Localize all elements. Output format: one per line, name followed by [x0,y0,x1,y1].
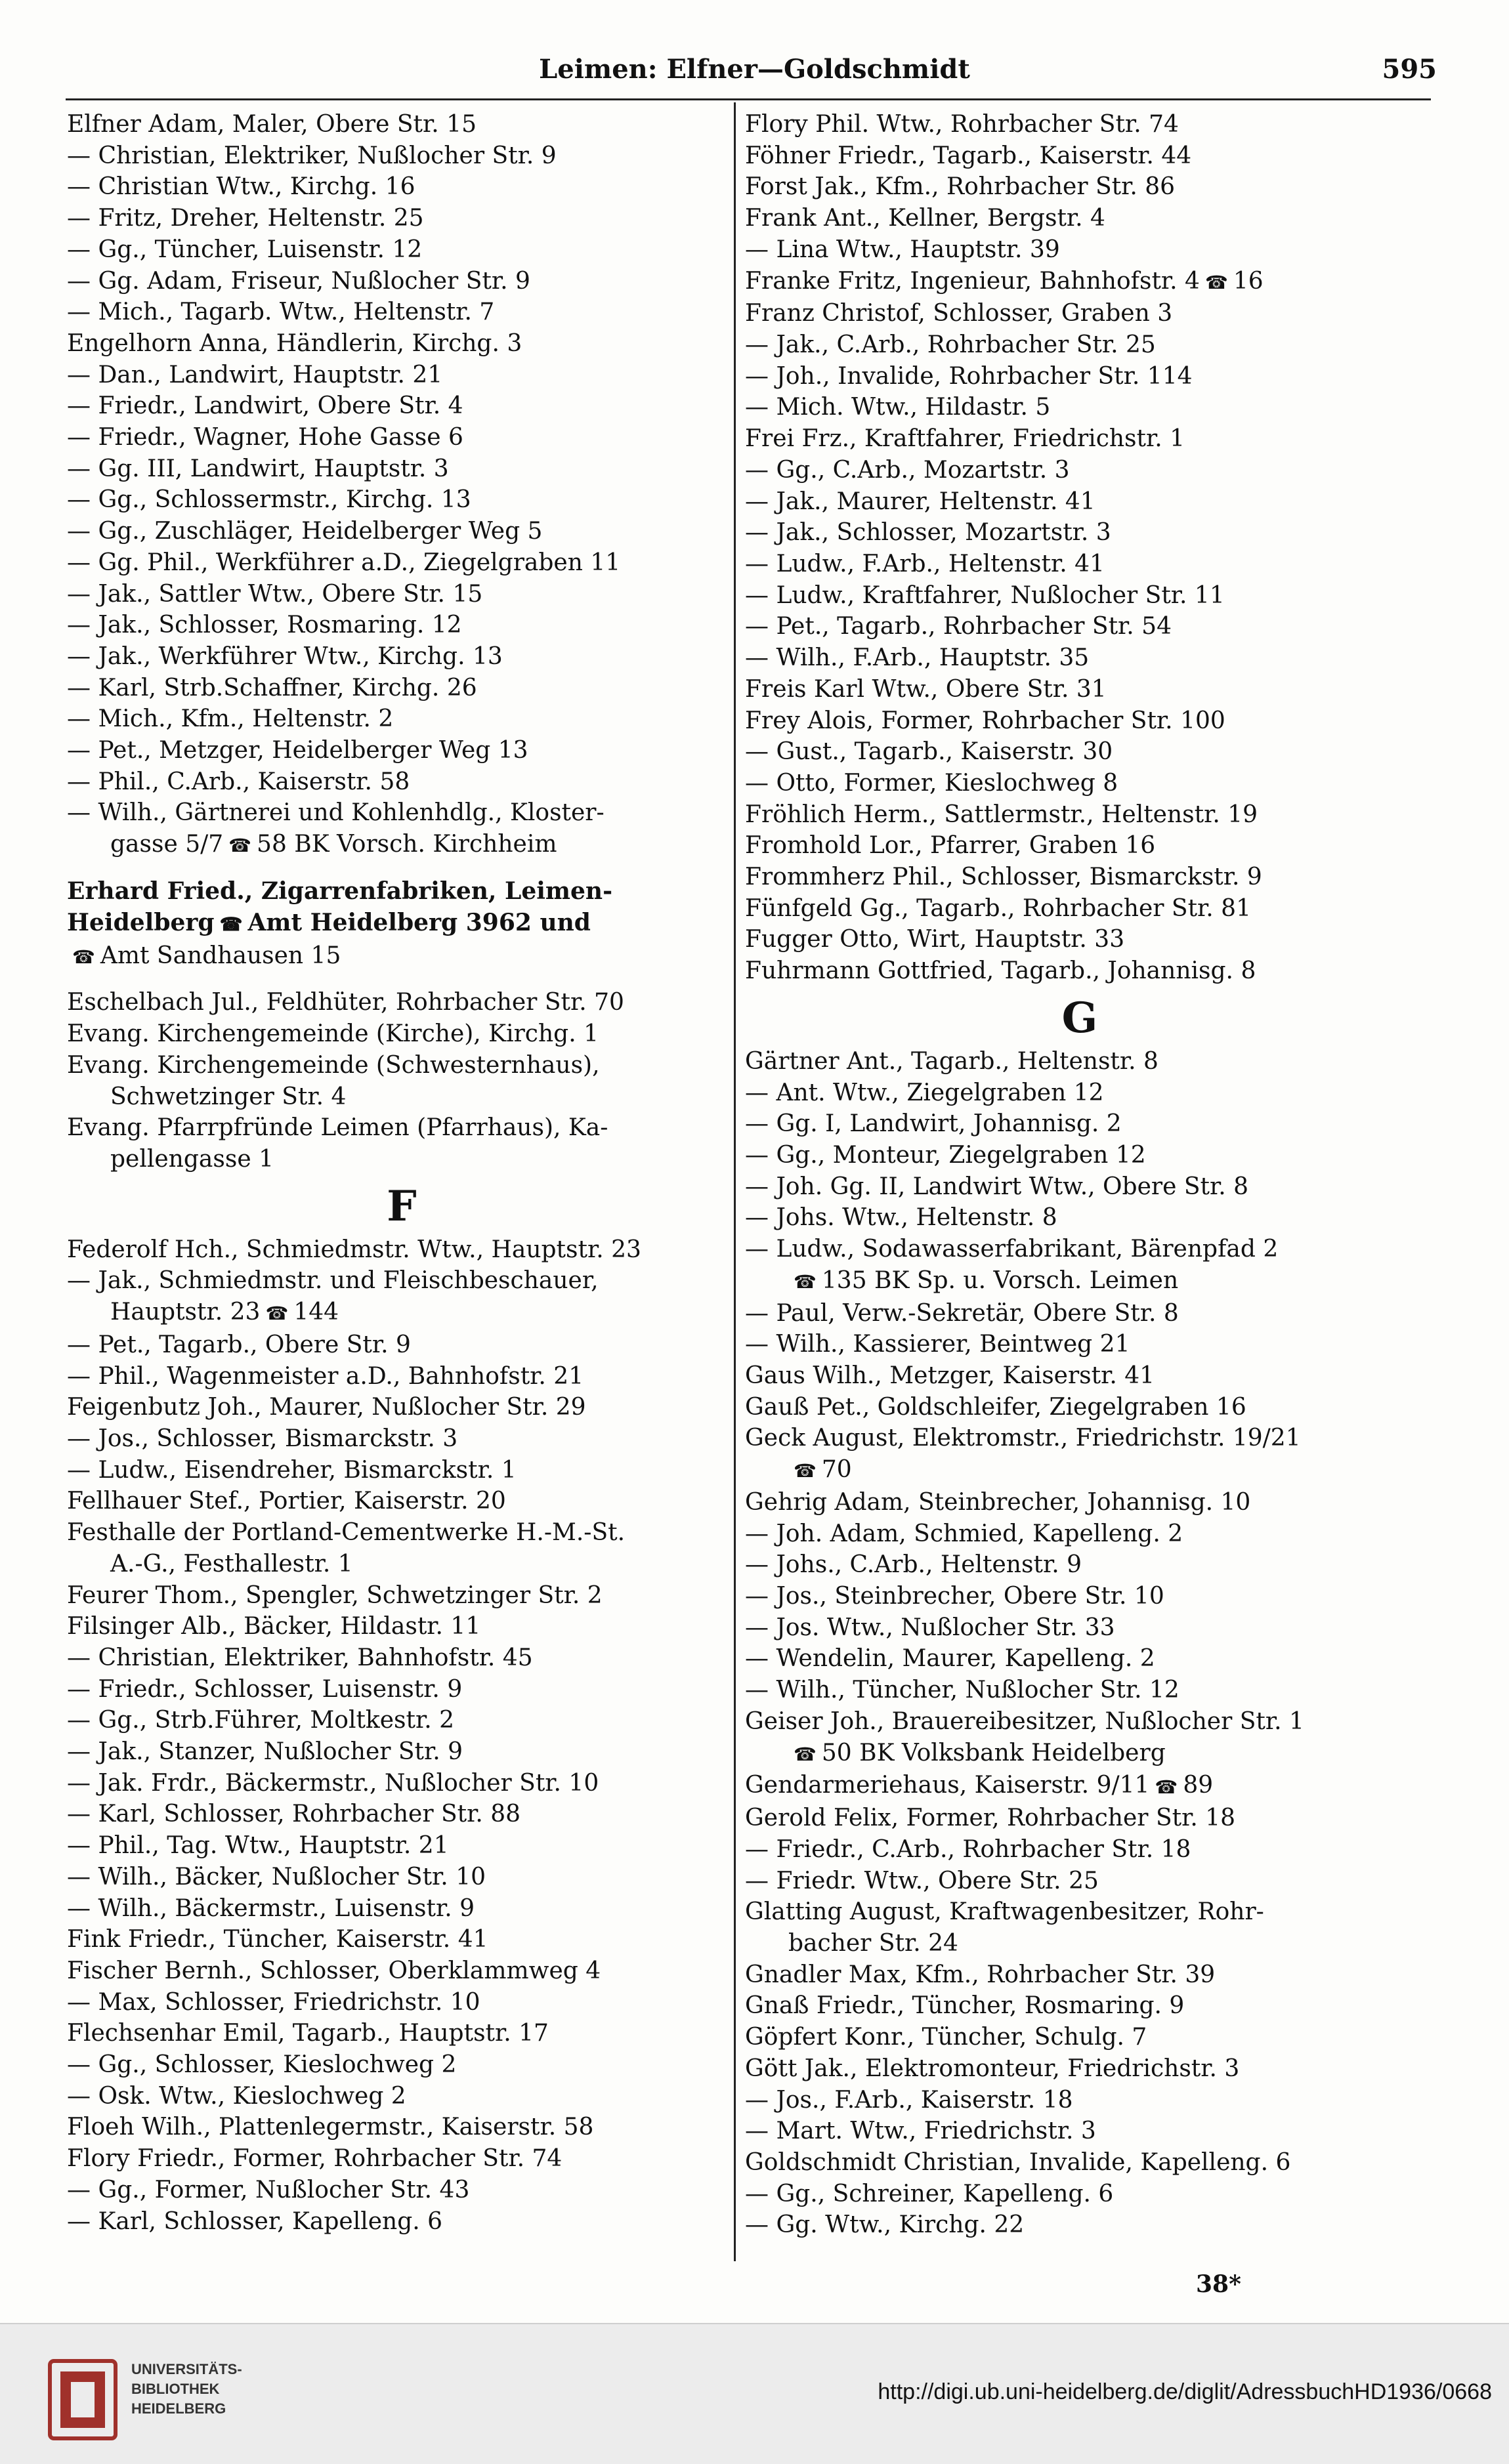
directory-entry: — Jak., Werkführer Wtw., Kirchg. 13 [67,642,503,670]
directory-entry: — Wilh., Kassierer, Beintweg 21 [745,1331,1130,1358]
directory-entry: Gärtner Ant., Tagarb., Heltenstr. 8 [745,1047,1158,1075]
directory-entry: Fischer Bernh., Schlosser, Oberklammweg 4 [67,1957,601,1984]
directory-entry: Forst Jak., Kfm., Rohrbacher Str. 86 [745,173,1176,201]
viewer-footer [0,2323,1509,2464]
directory-entry: Gendarmeriehaus, Kaiserstr. 9/11 ☎ 89 [745,1770,1414,1803]
directory-entry: Gnadler Max, Kfm., Rohrbacher Str. 39 [745,1961,1216,1988]
directory-entry: — Pet., Tagarb., Rohrbacher Str. 54 [745,613,1172,640]
directory-entry: Franke Fritz, Ingenieur, Bahnhofstr. 4 ☎ 16 [745,266,1414,299]
directory-entry: — Gg., Schreiner, Kapelleng. 6 [745,2180,1114,2207]
phone-icon: ☎ [1204,271,1228,293]
directory-entry: — Gg., Monteur, Ziegelgraben 12 [745,1141,1146,1169]
directory-entry: Fröhlich Herm., Sattlermstr., Heltenstr. 19 [745,801,1258,828]
directory-entry: — Christian, Elektriker, Nußlocher Str. 9 [67,142,557,169]
directory-entry: — Friedr. Wtw., Obere Str. 25 [745,1867,1099,1894]
entry-group [745,1803,1414,1928]
directory-entry: — Gg., Tüncher, Luisenstr. 12 [67,236,423,263]
directory-entry: — Phil., C.Arb., Kaiserstr. 58 [67,768,410,795]
entry-continuation: ☎ 70 [745,1454,1414,1487]
directory-entry: — Joh. Adam, Schmied, Kapelleng. 2 [745,1520,1183,1547]
directory-entry: — Mich. Wtw., Hildastr. 5 [745,394,1051,421]
directory-entry: — Ludw., F.Arb., Heltenstr. 41 [745,550,1105,577]
directory-entry: — Gg., Schlossermstr., Kirchg. 13 [67,486,471,514]
directory-entry: Evang. Kirchengemeinde (Schwesternhaus), [67,1051,600,1079]
phone-icon: ☎ [219,913,243,935]
entry-continuation: A.-G., Festhallestr. 1 [110,1550,353,1577]
phone-icon: ☎ [794,1270,817,1293]
directory-entry: Floeh Wilh., Plattenlegermstr., Kaiserstr. 58 [67,2114,594,2141]
section-heading-g: G [1061,993,1098,1043]
directory-entry: Flory Friedr., Former, Rohrbacher Str. 74 [67,2145,563,2173]
directory-entry: Franz Christof, Schlosser, Graben 3 [745,300,1173,327]
directory-entry: — Jak., Schmiedmstr. und Fleischbeschauer, [67,1267,599,1295]
firm-entry: ☎ Amt Sandhausen 15 [67,940,736,973]
directory-entry: — Jak., C.Arb., Rohrbacher Str. 25 [745,331,1156,359]
directory-entry: Gaus Wilh., Metzger, Kaiserstr. 41 [745,1362,1155,1389]
entry-continuation: ☎ 135 BK Sp. u. Vorsch. Leimen [745,1265,1414,1298]
directory-entry: — Gg. Phil., Werkführer a.D., Ziegelgraben 11 [67,549,621,576]
directory-entry: — Ludw., Kraftfahrer, Nußlocher Str. 11 [745,581,1225,609]
directory-entry: Frei Frz., Kraftfahrer, Friedrichstr. 1 [745,425,1185,453]
directory-entry: — Gg. I, Landwirt, Johannisg. 2 [745,1110,1122,1138]
page-header [66,51,1443,91]
page-number: 595 [1382,54,1437,85]
directory-entry: — Jos., F.Arb., Kaiserstr. 18 [745,2086,1073,2114]
phone-icon: ☎ [265,1303,289,1325]
directory-entry: — Pet., Metzger, Heidelberger Weg 13 [67,737,528,764]
directory-entry: Flory Phil. Wtw., Rohrbacher Str. 74 [745,111,1179,138]
source-url-link[interactable]: http://digi.ub.uni-heidelberg.de/diglit/AdressbuchHD1936/0668 [878,2379,1492,2404]
directory-entry: Goldschmidt Christian, Invalide, Kapelleng. 6 [745,2149,1291,2176]
directory-entry: — Mich., Tagarb. Wtw., Heltenstr. 7 [67,299,495,326]
directory-entry: Göpfert Konr., Tüncher, Schulg. 7 [745,2024,1147,2051]
directory-entry: Fink Friedr., Tüncher, Kaiserstr. 41 [67,1926,488,1953]
entry-group [745,1046,1414,1265]
directory-entry: — Fritz, Dreher, Heltenstr. 25 [67,205,424,232]
directory-entry: — Friedr., Schlosser, Luisenstr. 9 [67,1675,463,1703]
entry-group [745,109,1414,266]
left-column [67,109,736,2237]
directory-entry: — Friedr., Landwirt, Obere Str. 4 [67,392,463,420]
directory-entry: Festhalle der Portland-Cementwerke H.-M.-St. [67,1519,626,1547]
entry-group [67,109,736,829]
directory-entry: Feurer Thom., Spengler, Schwetzinger Str. 2 [67,1581,603,1609]
directory-entry: — Karl, Strb.Schaffner, Kirchg. 26 [67,674,477,701]
directory-entry: Flechsenhar Emil, Tagarb., Hauptstr. 17 [67,2020,549,2047]
directory-entry: — Max, Schlosser, Friedrichstr. 10 [67,1988,480,2016]
directory-entry: — Wilh., Tüncher, Nußlocher Str. 12 [745,1677,1180,1704]
directory-entry: — Jos., Steinbrecher, Obere Str. 10 [745,1583,1164,1610]
directory-entry: — Gg., C.Arb., Mozartstr. 3 [745,456,1070,484]
directory-entry: Fellhauer Stef., Portier, Kaiserstr. 20 [67,1488,506,1515]
directory-entry: Frank Ant., Kellner, Bergstr. 4 [745,205,1105,232]
directory-entry: — Otto, Former, Kieslochweg 8 [745,769,1118,797]
directory-entry: — Gg., Schlosser, Kieslochweg 2 [67,2051,457,2079]
entry-continuation: gasse 5/7 ☎ 58 BK Vorsch. Kirchheim [67,829,736,862]
directory-entry: Frommherz Phil., Schlosser, Bismarckstr. 9 [745,864,1262,891]
entry-continuation: ☎ 50 BK Volksbank Heidelberg [745,1738,1414,1770]
phone-icon: ☎ [1155,1776,1178,1798]
header-rule [66,98,1431,100]
directory-entry: Eschelbach Jul., Feldhüter, Rohrbacher Str. 70 [67,989,624,1016]
directory-entry: — Osk. Wtw., Kieslochweg 2 [67,2082,406,2110]
directory-entry: — Gg. Wtw., Kirchg. 22 [745,2211,1025,2239]
directory-entry: — Karl, Schlosser, Kapelleng. 6 [67,2207,443,2235]
directory-entry: Gerold Felix, Former, Rohrbacher Str. 18 [745,1805,1236,1832]
directory-entry: — Jak., Maurer, Heltenstr. 41 [745,488,1095,515]
directory-entry: Fünfgeld Gg., Tagarb., Rohrbacher Str. 81 [745,894,1251,922]
directory-entry: — Wendelin, Maurer, Kapelleng. 2 [745,1645,1155,1673]
directory-entry: Fuhrmann Gottfried, Tagarb., Johannisg. 8 [745,957,1256,985]
entry-group [67,1580,736,2238]
directory-entry: Filsinger Alb., Bäcker, Hildastr. 11 [67,1613,481,1640]
directory-entry: Gött Jak., Elektromonteur, Friedrichstr. 3 [745,2055,1240,2082]
directory-entry: — Gg., Zuschläger, Heidelberger Weg 5 [67,518,543,545]
directory-entry: Fromhold Lor., Pfarrer, Graben 16 [745,832,1156,860]
directory-entry: — Wilh., F.Arb., Hauptstr. 35 [745,644,1090,672]
directory-entry: Fugger Otto, Wirt, Hauptstr. 33 [745,926,1125,953]
directory-entry: Gauß Pet., Goldschleifer, Ziegelgraben 16 [745,1393,1246,1421]
directory-entry: — Johs. Wtw., Heltenstr. 8 [745,1204,1057,1232]
directory-entry: — Karl, Schlosser, Rohrbacher Str. 88 [67,1801,521,1828]
directory-entry: Geiser Joh., Brauereibesitzer, Nußlocher Str. 1 [745,1707,1304,1735]
directory-entry: — Ant. Wtw., Ziegelgraben 12 [745,1079,1104,1106]
directory-entry: Gehrig Adam, Steinbrecher, Johannisg. 10 [745,1488,1251,1516]
entry-group [67,1329,736,1549]
entry-group [67,987,736,1081]
directory-entry: Geck August, Elektromstr., Friedrichstr. 19/21 [745,1425,1301,1452]
directory-entry: — Wilh., Bäcker, Nußlocher Str. 10 [67,1863,486,1890]
library-name: UNIVERSITÄTS- BIBLIOTHEK HEIDELBERG [131,2361,242,2417]
directory-entry: — Paul, Verw.-Sekretär, Obere Str. 8 [745,1299,1179,1327]
directory-entry: — Gg., Former, Nußlocher Str. 43 [67,2176,470,2203]
directory-entry: Glatting August, Kraftwagenbesitzer, Rohr- [745,1898,1264,1926]
directory-entry: — Dan., Landwirt, Hauptstr. 21 [67,361,443,388]
directory-entry: — Joh. Gg. II, Landwirt Wtw., Obere Str. 8 [745,1173,1249,1200]
directory-entry: — Phil., Tag. Wtw., Hauptstr. 21 [67,1832,449,1860]
directory-entry: Freis Karl Wtw., Obere Str. 31 [745,675,1107,703]
directory-entry: — Gg., Strb.Führer, Moltkestr. 2 [67,1707,455,1734]
directory-entry: — Johs., C.Arb., Heltenstr. 9 [745,1551,1082,1579]
firm-entry: Heidelberg ☎ Amt Heidelberg 3962 und [67,908,736,940]
directory-entry: Elfner Adam, Maler, Obere Str. 15 [67,111,477,138]
right-column [745,109,1414,2241]
firm-entry: Erhard Fried., Zigarrenfabriken, Leimen- [67,877,613,906]
directory-entry: — Mart. Wtw., Friedrichstr. 3 [745,2118,1096,2145]
directory-entry: — Pet., Tagarb., Obere Str. 9 [67,1331,411,1358]
directory-entry: — Ludw., Eisendreher, Bismarckstr. 1 [67,1456,517,1484]
directory-entry: — Jak., Schlosser, Rosmaring. 12 [67,612,462,639]
directory-entry: — Phil., Wagenmeister a.D., Bahnhofstr. 21 [67,1362,584,1390]
directory-entry: — Christian Wtw., Kirchg. 16 [67,173,415,201]
directory-entry: — Gust., Tagarb., Kaiserstr. 30 [745,738,1113,766]
directory-entry: Gnaß Friedr., Tüncher, Rosmaring. 9 [745,1992,1185,2020]
directory-entry: — Jak., Sattler Wtw., Obere Str. 15 [67,580,483,608]
directory-entry: — Friedr., C.Arb., Rohrbacher Str. 18 [745,1835,1191,1863]
directory-entry: — Jos., Schlosser, Bismarckstr. 3 [67,1425,458,1452]
directory-entry: — Wilh., Bäckermstr., Luisenstr. 9 [67,1894,475,1922]
entry-group [745,1298,1414,1455]
directory-entry: Evang. Kirchengemeinde (Kirche), Kirchg. 1 [67,1020,599,1048]
directory-entry: Federolf Hch., Schmiedmstr. Wtw., Hauptstr. 23 [67,1236,641,1263]
directory-entry: — Mich., Kfm., Heltenstr. 2 [67,705,394,733]
directory-entry: — Ludw., Sodawasserfabrikant, Bärenpfad 2 [745,1236,1279,1263]
phone-icon: ☎ [794,1743,817,1765]
directory-entry: — Friedr., Wagner, Hohe Gasse 6 [67,424,463,451]
directory-entry: — Gg. III, Landwirt, Hauptstr. 3 [67,455,449,482]
directory-entry: — Jak. Frdr., Bäckermstr., Nußlocher Str. 10 [67,1769,599,1797]
directory-entry: — Jak., Schlosser, Mozartstr. 3 [745,519,1111,547]
directory-entry: Feigenbutz Joh., Maurer, Nußlocher Str. 29 [67,1394,586,1421]
entry-continuation: pellengasse 1 [110,1145,274,1173]
directory-entry: Föhner Friedr., Tagarb., Kaiserstr. 44 [745,142,1192,169]
phone-icon: ☎ [228,835,252,857]
entry-continuation: Hauptstr. 23 ☎ 144 [67,1297,736,1329]
entry-group [745,1487,1414,1738]
directory-entry: Frey Alois, Former, Rohrbacher Str. 100 [745,707,1225,734]
directory-entry: — Jak., Stanzer, Nußlocher Str. 9 [67,1738,463,1766]
university-seal-icon [43,2357,122,2442]
signature-mark: 38* [1196,2270,1241,2298]
entry-group [745,298,1414,986]
entry-continuation: Schwetzinger Str. 4 [110,1083,347,1110]
directory-entry: — Christian, Elektriker, Bahnhofstr. 45 [67,1644,533,1671]
directory-entry: — Wilh., Gärtnerei und Kohlenhdlg., Kloster- [67,799,605,827]
directory-entry: — Gg. Adam, Friseur, Nußlocher Str. 9 [67,267,530,295]
directory-entry: Engelhorn Anna, Händlerin, Kirchg. 3 [67,329,522,357]
phone-icon: ☎ [72,946,95,968]
entry-group [745,1959,1414,2241]
directory-entry: — Jos. Wtw., Nußlocher Str. 33 [745,1614,1115,1641]
entry-continuation: bacher Str. 24 [788,1930,958,1957]
phone-icon: ☎ [794,1460,817,1482]
directory-entry: Evang. Pfarrpfründe Leimen (Pfarrhaus), Ka- [67,1114,608,1142]
section-heading-f: F [387,1181,417,1231]
directory-entry: — Joh., Invalide, Rohrbacher Str. 114 [745,362,1193,390]
page-title: Leimen: Elfner—Goldschmidt [539,54,970,85]
directory-entry: — Lina Wtw., Hauptstr. 39 [745,236,1060,263]
